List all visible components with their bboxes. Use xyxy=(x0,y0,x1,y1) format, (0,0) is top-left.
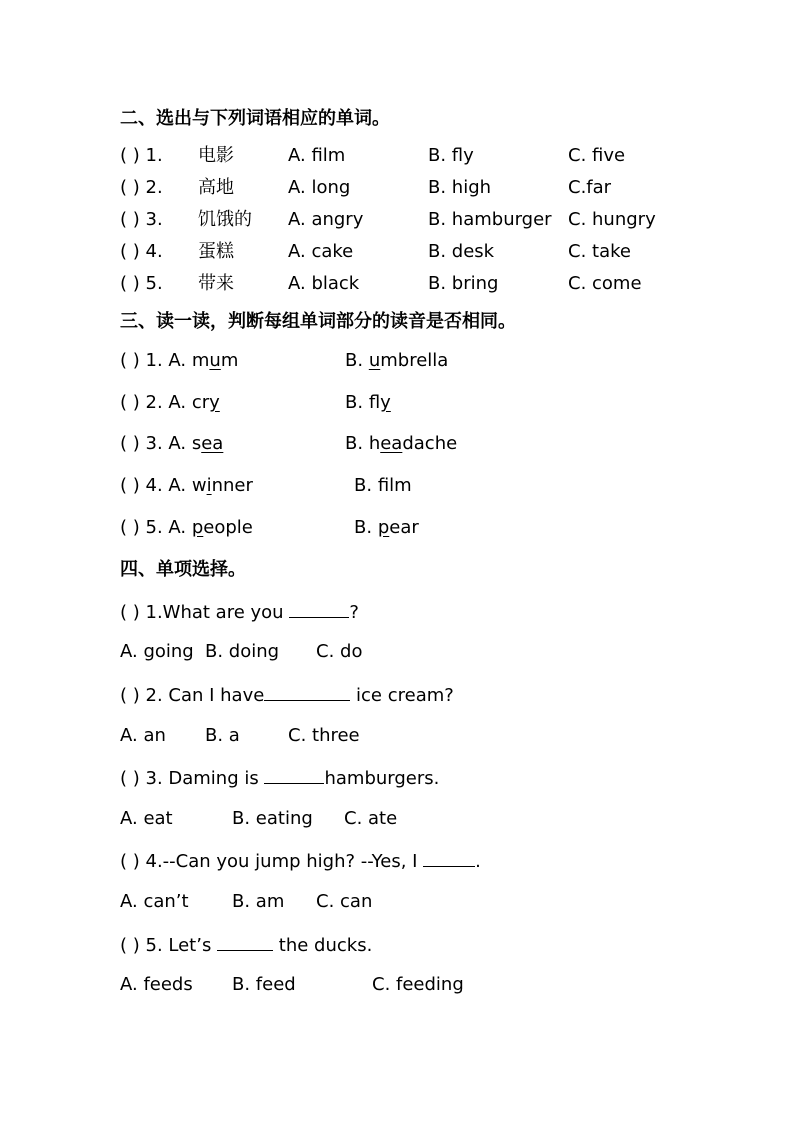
question-text-before: ( ) 4.--Can you jump high? --Yes, I xyxy=(120,851,424,872)
underlined-letters: p xyxy=(377,517,390,538)
question-text-after: ice cream? xyxy=(350,685,454,706)
question-text-before: ( ) 1.What are you xyxy=(120,602,290,623)
question-text xyxy=(120,849,481,873)
word-part: f xyxy=(377,475,390,496)
item-number: ( ) 5. A. xyxy=(120,517,187,538)
option-label: B. xyxy=(345,433,364,454)
option-b: B. am xyxy=(232,891,285,912)
item-number: ( ) 2. A. xyxy=(120,392,187,413)
option-c: C. five xyxy=(568,145,626,166)
item-word-a xyxy=(120,350,238,372)
word-part: cr xyxy=(191,392,210,413)
underlined-letters: y xyxy=(209,392,220,413)
answer-blank[interactable] xyxy=(217,933,273,951)
item-word-a xyxy=(120,433,223,455)
chinese-word: 高地 xyxy=(198,177,234,198)
word-part: s xyxy=(191,433,202,454)
word-part: dache xyxy=(402,433,458,454)
item-number: ( ) 4. A. xyxy=(120,475,187,496)
item-number: ( ) 1. xyxy=(120,145,163,166)
option-c: C. three xyxy=(288,725,360,746)
option-c: C. can xyxy=(316,891,373,912)
option-b: B. a xyxy=(205,725,240,746)
option-b: B. doing xyxy=(205,641,280,662)
option-a: A. film xyxy=(288,145,346,166)
option-label: B. xyxy=(345,350,364,371)
chinese-word: 蛋糕 xyxy=(198,241,234,262)
option-a: A. angry xyxy=(288,209,364,230)
answer-blank[interactable] xyxy=(264,683,350,701)
chinese-word: 饥饿的 xyxy=(198,209,252,230)
option-b: B. fly xyxy=(428,145,474,166)
underlined-letters: i xyxy=(206,475,212,496)
option-c: C. ate xyxy=(344,808,398,829)
option-c: C. take xyxy=(568,241,631,262)
word-part: h xyxy=(368,433,381,454)
word-part: m xyxy=(220,350,239,371)
question-text-after: the ducks. xyxy=(273,935,373,956)
item-word-b xyxy=(354,475,412,497)
underlined-letters: p xyxy=(191,517,204,538)
option-a: A. an xyxy=(120,725,166,746)
option-c: C. come xyxy=(568,273,642,294)
underlined-letters: ea xyxy=(380,433,403,454)
word-part: m xyxy=(191,350,210,371)
item-word-a xyxy=(120,392,220,414)
word-part: w xyxy=(191,475,207,496)
option-label: B. xyxy=(354,517,373,538)
question-text-after: . xyxy=(475,851,481,872)
answer-blank[interactable] xyxy=(264,766,324,784)
option-b: B. desk xyxy=(428,241,495,262)
chinese-word: 电影 xyxy=(198,145,234,166)
answer-blank[interactable] xyxy=(423,849,475,867)
option-a: A. black xyxy=(288,273,360,294)
word-part: lm xyxy=(389,475,412,496)
question-text-before: ( ) 3. Daming is xyxy=(120,768,265,789)
underlined-letters: ea xyxy=(201,433,224,454)
word-part: fl xyxy=(368,392,381,413)
question-text xyxy=(120,933,372,957)
item-word-b xyxy=(345,433,457,455)
option-b: B. eating xyxy=(232,808,313,829)
option-a: A. eat xyxy=(120,808,173,829)
option-c: C. hungry xyxy=(568,209,656,230)
underlined-letters: u xyxy=(368,350,381,371)
item-word-a xyxy=(120,517,253,539)
chinese-word: 带来 xyxy=(198,273,234,294)
item-number: ( ) 2. xyxy=(120,177,163,198)
word-part: mbrella xyxy=(380,350,449,371)
option-c: C.far xyxy=(568,177,612,198)
word-part: nner xyxy=(211,475,253,496)
item-number: ( ) 3. xyxy=(120,209,163,230)
item-word-b xyxy=(345,350,448,372)
option-b: B. high xyxy=(428,177,492,198)
option-a: A. going xyxy=(120,641,194,662)
underlined-letters: u xyxy=(209,350,221,371)
option-a: A. cake xyxy=(288,241,354,262)
item-number: ( ) 5. xyxy=(120,273,163,294)
option-b: B. bring xyxy=(428,273,499,294)
question-text xyxy=(120,600,359,624)
option-c: C. feeding xyxy=(372,974,464,995)
item-word-b xyxy=(354,517,419,539)
word-part: ear xyxy=(389,517,419,538)
item-word-b xyxy=(345,392,391,414)
option-b: B. feed xyxy=(232,974,296,995)
option-a: A. feeds xyxy=(120,974,193,995)
section2-heading: 二、选出与下列词语相应的单词。 xyxy=(120,108,390,129)
question-text-before: ( ) 5. Let’s xyxy=(120,935,218,956)
question-text xyxy=(120,683,454,707)
option-label: B. xyxy=(345,392,364,413)
item-number: ( ) 3. A. xyxy=(120,433,187,454)
answer-blank[interactable] xyxy=(289,600,349,618)
section4-heading: 四、单项选择。 xyxy=(120,559,246,580)
item-number: ( ) 1. A. xyxy=(120,350,187,371)
question-text xyxy=(120,766,439,790)
question-text-after: hamburgers. xyxy=(324,768,440,789)
option-a: A. can’t xyxy=(120,891,189,912)
underlined-letters: y xyxy=(380,392,391,413)
option-c: C. do xyxy=(316,641,363,662)
question-text-after: ? xyxy=(349,602,359,623)
item-number: ( ) 4. xyxy=(120,241,163,262)
item-word-a xyxy=(120,475,253,497)
question-text-before: ( ) 2. Can I have xyxy=(120,685,265,706)
option-b: B. hamburger xyxy=(428,209,552,230)
option-a: A. long xyxy=(288,177,351,198)
word-part: eople xyxy=(203,517,253,538)
option-label: B. xyxy=(354,475,373,496)
section3-heading: 三、读一读，判断每组单词部分的读音是否相同。 xyxy=(120,311,516,332)
